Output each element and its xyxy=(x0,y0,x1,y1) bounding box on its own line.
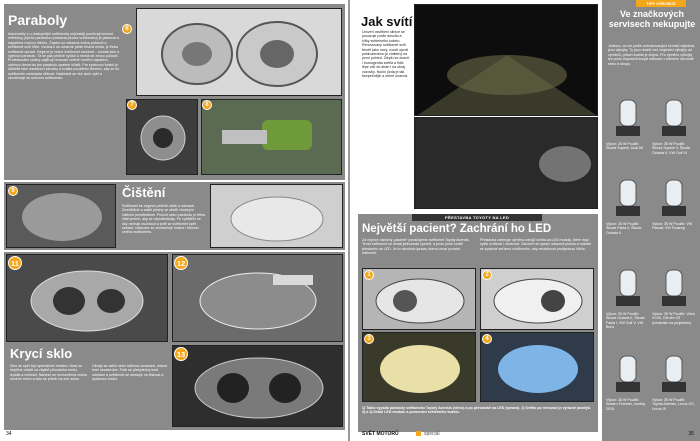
bulb-item: Výkon: 35 W Použití: Škoda Fabia II, Škoda Octavia II xyxy=(606,176,650,252)
section-title: Krycí sklo xyxy=(10,346,73,361)
night-road-photo-2 xyxy=(414,117,598,209)
section-body: Úroveň osvětlení silnice se posuzuje podle dosvitu a šířky světelného kuželu. Renovovaný světlomet svítí téměř jako nový, rozdíl oproti poškozenému je viditelný na první pohled. Zlepší se dosvit i homogenita světla a řidič lépe vidí do stran i na okraj vozovky. Noční jízda je tak bezpečnější a méně únavná. xyxy=(362,30,409,79)
section-paraboly xyxy=(4,4,345,180)
step-badge: 11 xyxy=(8,256,22,270)
section-label: speciál xyxy=(424,431,440,437)
step-badge: 13 xyxy=(174,347,188,361)
step-badge: 6 xyxy=(122,24,132,34)
step-badge: 12 xyxy=(174,256,188,270)
section-title: Jak svítí xyxy=(361,14,413,29)
step-badge: 1 xyxy=(364,270,374,280)
assembled-headlamp-photo xyxy=(172,345,343,427)
sidebar-title: Ve značkových servisech nekupujte xyxy=(608,9,696,29)
section-body: Přestavba zahrnuje výměnu zdrojů světla za LED moduly, které mají vyšší svítivost i životnost. Zároveň se upraví odrazná plocha a nastaví se správné seřízení světlometu, aby neoslňoval protijedoucí řidiče. xyxy=(480,238,592,251)
bulb-item: Výkon: 35 W Použití: Volvo XC90, Citroën C5 (nezávisle na projektoru) xyxy=(652,266,696,342)
gluing-photo xyxy=(172,254,343,342)
step-badge: 2 xyxy=(482,270,492,280)
section-title: Čištění xyxy=(122,185,166,200)
drill-photo xyxy=(201,99,342,175)
night-road-photo-1 xyxy=(414,4,598,116)
led-photo-2 xyxy=(480,268,594,330)
headlamp-parabola-photo xyxy=(136,8,342,96)
section-title: Největší pacient? Zachrání ho LED xyxy=(362,223,552,235)
step-badge: 8 xyxy=(202,100,212,110)
bulb-item: Výkon: 25 W Použití: Škoda Superb, Audi A6 xyxy=(606,96,650,172)
led-photo-1 xyxy=(362,268,476,330)
magazine-name: SVĚT MOTORŮ xyxy=(362,431,399,437)
headlamp-photo xyxy=(6,254,168,342)
section-kryci-sklo xyxy=(4,252,345,430)
section-marker xyxy=(416,431,421,436)
section-body: Sklo se opět lepí speciálním tmelem. Musí se nejdříve očistit od zbytků původního tmelu, lepidla a nečistot. Nanese se rovnoměrná vrstva nového tmelu a sklo se přiloží na své místo. xyxy=(10,364,87,382)
sidebar-body: Jedinou, co lze podle autorizovaných servisů objednat, jsou výbojky. Ty jsou dražší než originální výbojky od výrobců, přitom kvalita je stejná. Pro výměnu výbojky lze proto doporučit koupit náhradu v běžném obchodě nebo e-shopu. xyxy=(608,44,696,66)
section-body: Světlomet se nejprve pečlivě očistí a odmastí. Znečištěné a zašlé plochy se ošetří vhodným čisticím prostředkem. Povrch skla i parabolu je třeba čistit jemně, aby se nepoškrábaly. Po vyčištění se díly nechají oschnout a poté se světlomet opět sestaví. Nakonec se zkontroluje funkce i těsnost celého světlometu. xyxy=(122,204,206,235)
sidebar-ribbon: TIPY VÝROBCE xyxy=(636,0,686,7)
left-page xyxy=(0,0,348,441)
step-badge: 9 xyxy=(8,186,18,196)
right-page xyxy=(350,0,700,441)
section-body: Okraje se zatíží nebo stáhnou svorkami, dokud tmel nezatvrdne. Poté se přebytečný tmel odstraní a světlomet se otestuje na těsnost a správnou funkci. xyxy=(92,364,167,382)
step-badge: 4 xyxy=(482,334,492,344)
led-photo-3 xyxy=(362,332,476,402)
cleaning-photo-2 xyxy=(210,184,343,248)
bulb-item: Výkon: 35 W Použití: Škoda Superb II, Škoda Octavia II, VW Golf VI xyxy=(652,96,696,172)
cleaning-photo-1 xyxy=(6,184,116,248)
bulb-item: Výkon: 35 W Použití: VW Passat, VW Touareg xyxy=(652,176,696,252)
page-number: 34 xyxy=(6,431,12,437)
sidebar xyxy=(602,0,700,441)
section-title: Paraboly xyxy=(8,12,68,28)
section-ribbon: PŘESTAVBA TOYOTY NA LED xyxy=(412,214,542,221)
section-body: Za nejvíce náročný „pacient“ považujeme světlomet Toyoty Avensis. Tento světlomet se nedal jednoduše opravit, a proto jsme zvolili přestavbu na LED. Je to náročná úprava, kterou musí provést odborník. xyxy=(362,238,470,256)
section-cisteni xyxy=(4,182,345,250)
step-badge: 7 xyxy=(127,100,137,110)
bulb-item: Výkon: 35 W Použití: Subaru Forester, modely 2015 xyxy=(606,352,650,432)
page-number: 35 xyxy=(688,431,694,437)
section-led xyxy=(358,214,598,432)
step-badge: 3 xyxy=(364,334,374,344)
bulb-item: Výkon: 35 W Použití: Škoda Octavia II, Škoda Fabia I, VW Golf V, VW Bora xyxy=(606,266,650,342)
section-body: Automobily s u dostupnější světlomety nejčastěji používají lomené reflektory, jejichž parabolou (odrazná plocha světlometu) je plastová a napařená vrstvou hliníku. Časem se odrazná vrstva poškodí a světlomet svítí hůře. Vzniká-li na odrazné ploše tmavá místa, je třeba světlomet opravit. Nejprve je nutné světlomet rozebrat – sundat sklo a vyjmout parabolu. Ta se pak pečlivě vyčistí a nechá se znovu pokovit. Profesionální služby zajišťují renovaci včetně nového napaření, zatímco doma lze jen parabolu opatrně očistit. Pro správnou funkci je důležité také nastavení žárovky a kvalita použitého těsnění, aby se do světlometu nedostala vlhkost. Následně se vše složí zpět a zkontroluje se seřízení světlometu. xyxy=(8,32,120,81)
projector-photo xyxy=(126,99,198,175)
photo-caption: 1) Takto vypadá paraboly světlometu Toyoty Avensis (vlevo) a po přestavbě na LED (vpravo). 2) Světlo po renovaci je výrazně jasnější. 3) a 4) Detail LED modulu a porovnání světelného kuželu. xyxy=(362,406,592,415)
bulb-item: Výkon: 35 W Použití: Toyota Avensis, Lexus GS, Lexus IS xyxy=(652,352,696,432)
led-photo-4 xyxy=(480,332,594,402)
